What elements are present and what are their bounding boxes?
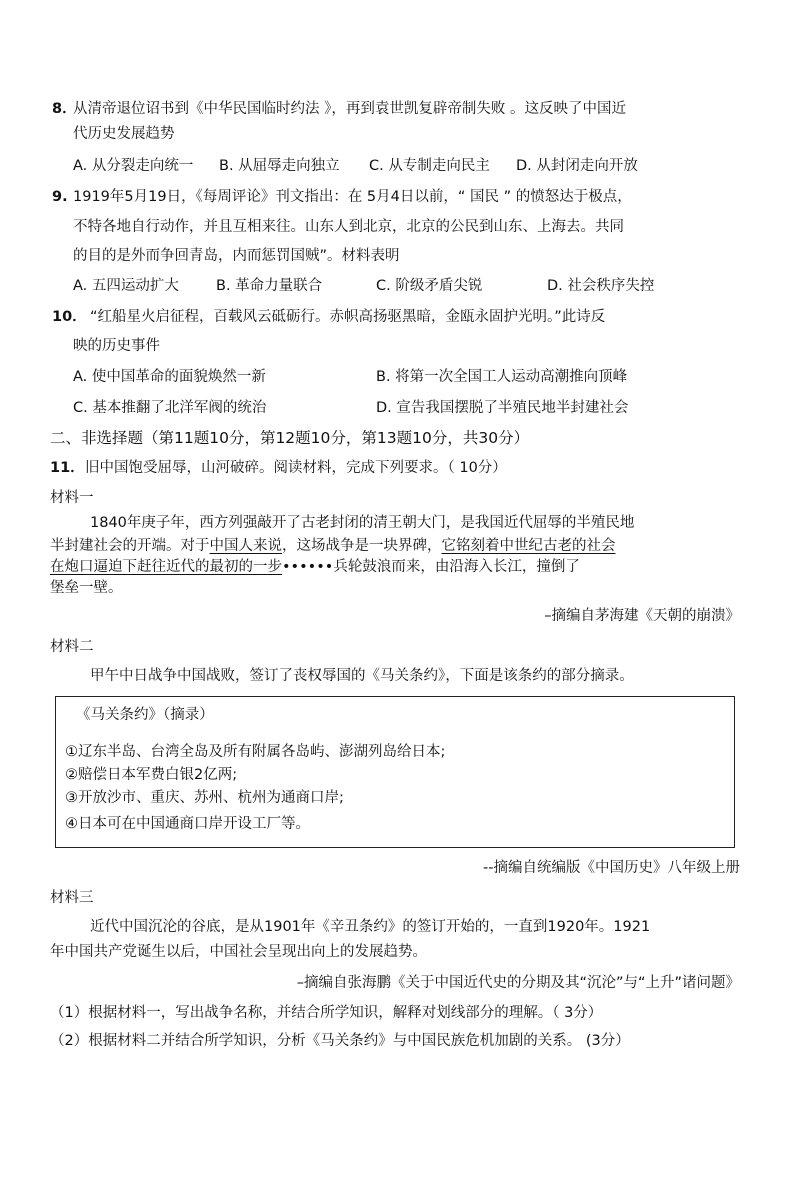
treaty-item-1: ①辽东半岛、台湾全岛及所有附属各岛屿、澎湖列岛给日本; bbox=[65, 744, 446, 760]
material1-line2-part3: ，这场战争是一块界碑， bbox=[282, 538, 442, 554]
treaty-excerpt-box bbox=[55, 696, 735, 848]
q10-stem-line2: 映的历史事件 bbox=[73, 338, 160, 354]
treaty-item-3: ③开放沙市、重庆、苏州、杭州为通商口岸; bbox=[65, 790, 344, 806]
q8-stem-line1: 从清帝退位诏书到《中华民国临时约法 》，再到袁世凯复辟帝制失败 。这反映了中国近 bbox=[73, 101, 626, 117]
q10-option-c: C. 基本推翻了北洋军阀的统治 bbox=[73, 400, 267, 416]
q9-number: 9. bbox=[52, 189, 68, 205]
q11-number: 11． bbox=[50, 460, 85, 476]
q8-option-b: B. 从屈辱走向独立 bbox=[219, 158, 340, 174]
q10-option-b: B. 将第一次全国工人运动高潮推向顶峰 bbox=[376, 369, 628, 385]
material1-line3 bbox=[50, 557, 580, 577]
q9-option-b: B. 革命力量联合 bbox=[216, 278, 323, 294]
material1-underline-phrase2: 它铭刻着中世纪古老的社会 bbox=[441, 538, 616, 554]
material1-line2 bbox=[50, 536, 616, 556]
q9-option-a: A. 五四运动扩大 bbox=[73, 278, 179, 294]
subquestion-1: （1）根据材料一，写出战争名称，并结合所学知识，解释对划线部分的理解。（ 3分） bbox=[50, 1005, 603, 1021]
q8-number: 8． bbox=[52, 101, 77, 117]
material1-line2-part1: 半封建社会的开端。对于 bbox=[50, 538, 210, 554]
material3-label: 材料三 bbox=[50, 890, 94, 906]
q11-stem: 旧中国饱受屈辱，山河破碎。阅读材料，完成下列要求。（ 10分） bbox=[85, 460, 507, 476]
material1-label: 材料一 bbox=[50, 490, 94, 506]
material3-source: –摘编自张海鹏《关于中国近代史的分期及其“沉沦”与“上升”诸问题》 bbox=[296, 975, 740, 991]
q9-stem-line2: 不特各地自行动作，并且互相来往。山东人到北京，北京的公民到山东、上海去。共同 bbox=[73, 219, 624, 235]
material2-intro: 甲午中日战争中国战败，签订了丧权辱国的《马关条约》，下面是该条约的部分摘录。 bbox=[90, 668, 634, 684]
q10-option-a: A. 使中国革命的面貌焕然一新 bbox=[73, 369, 266, 385]
q8-option-a: A. 从分裂走向统一 bbox=[73, 158, 194, 174]
material1-underline-phrase1: 中国人来说 bbox=[209, 538, 282, 554]
q9-stem-line1: 1919年5月19日，《每周评论》刊文指出：在 5月4日以前，“ 国民 ” 的愤怒达于极点， bbox=[73, 189, 632, 205]
material2-label: 材料二 bbox=[50, 639, 94, 655]
q10-option-d: D. 宣告我国摆脱了半殖民地半封建社会 bbox=[376, 400, 629, 416]
material1-source: –摘编自茅海建《天朝的崩溃》 bbox=[544, 608, 740, 624]
treaty-item-4: ④日本可在中国通商口岸开设工厂等。 bbox=[65, 816, 310, 832]
section-heading: 二、非选择题（第11题10分，第12题10分，第13题10分，共30分） bbox=[50, 429, 530, 447]
q8-option-c: C. 从专制走向民主 bbox=[369, 158, 490, 174]
q9-stem-line3: 的目的是外而争回青岛，内而惩罚国贼”。材料表明 bbox=[73, 248, 400, 264]
subquestion-2: （2）根据材料二并结合所学知识，分析《马关条约》与中国民族危机加剧的关系。 (3分） bbox=[50, 1033, 630, 1049]
material1-underline-phrase3: 在炮口逼迫下赶往近代的最初的一步 bbox=[50, 559, 282, 575]
q9-option-d: D. 社会秩序失控 bbox=[547, 278, 655, 294]
q10-stem-line1: “红船星火启征程，百载风云砥砺行。赤帜高扬驱黑暗，金瓯永固护光明。”此诗反 bbox=[90, 309, 606, 325]
q8-option-d: D. 从封闭走向开放 bbox=[516, 158, 638, 174]
material1-line4: 堡垒一壁。 bbox=[50, 580, 123, 596]
treaty-item-2: ②赔偿日本军费白银2亿两; bbox=[65, 767, 238, 783]
q8-stem-line2: 代历史发展趋势 bbox=[73, 126, 175, 142]
treaty-box-title: 《马关条约》（摘录） bbox=[76, 707, 214, 723]
material3-line1: 近代中国沉沦的谷底，是从1901年《辛丑条约》的签订开始的，一直到1920年。1921 bbox=[90, 919, 651, 935]
material1-line1: 1840年庚子年，西方列强敲开了古老封闭的清王朝大门，是我国近代屈辱的半殖民地 bbox=[90, 515, 635, 531]
material2-source: --摘编自统编版《中国历史》八年级上册 bbox=[483, 860, 740, 876]
material3-line2: 年中国共产党诞生以后，中国社会呈现出向上的发展趋势。 bbox=[50, 944, 427, 960]
material1-line3-part2: ••••••兵轮鼓浪而来，由沿海入长江，撞倒了 bbox=[282, 559, 580, 575]
q10-number: 10． bbox=[52, 309, 87, 325]
q9-option-c: C. 阶级矛盾尖锐 bbox=[376, 278, 483, 294]
